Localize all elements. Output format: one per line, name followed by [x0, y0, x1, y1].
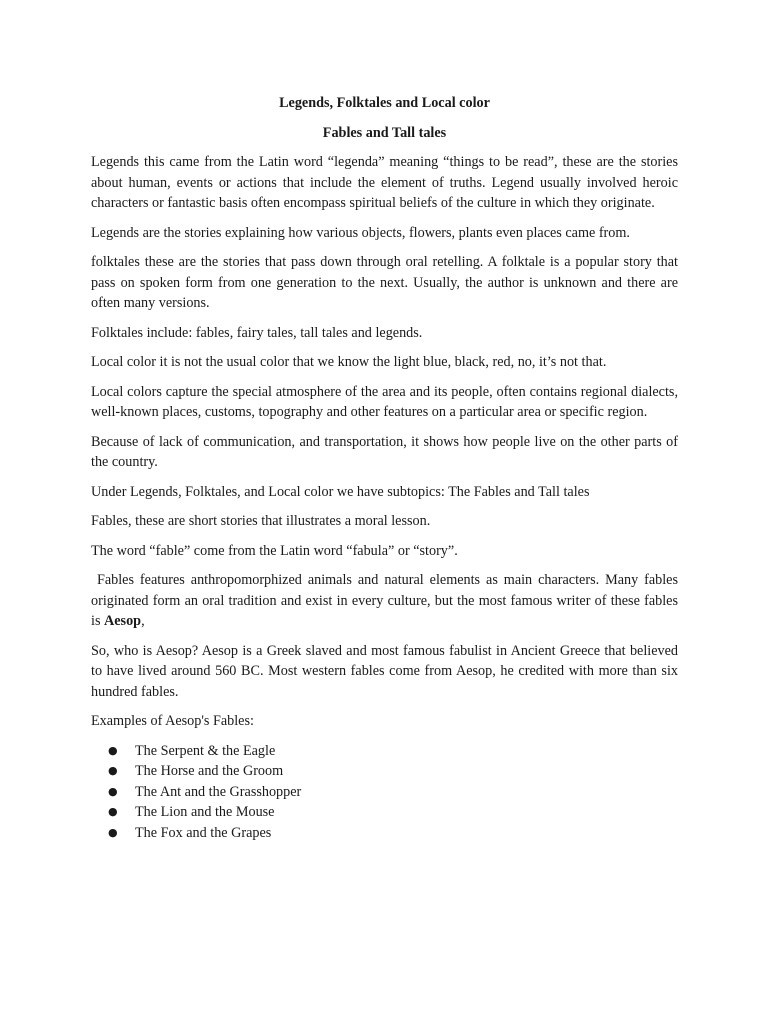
paragraph-local-colors-capture: Local colors capture the special atmosphere of the area and its people, often contains regional dialects, well-known places, customs, topography and other features on a particular area or specific region. — [91, 383, 678, 420]
bullet-icon: ● — [108, 764, 118, 777]
paragraph-subtopics: Under Legends, Folktales, and Local color we have subtopics: The Fables and Tall tales — [91, 483, 590, 500]
paragraph-legends-explaining: Legends are the stories explaining how various objects, flowers, plants even places came from. — [91, 224, 630, 241]
document-subtitle: Fables and Tall tales — [322, 125, 447, 141]
paragraph-legends-definition: Legends this came from the Latin word “legenda” meaning “things to be read”, these are the stories about human, events or actions that include the element of truths. Legend usually involved heroic characters or fantastic basis often encompass spiritual beliefs of the culture in which they originate. — [91, 154, 678, 211]
aesop-name-bold: Aesop — [104, 613, 142, 629]
examples-heading: Examples of Aesop's Fables: — [91, 713, 254, 729]
list-item — [108, 761, 678, 782]
bullet-icon: ● — [108, 784, 118, 798]
paragraph-lack-of-communication: Because of lack of communication, and transportation, it shows how people live on the other parts of the country. — [91, 433, 678, 470]
fables-features-suffix: , — [141, 613, 145, 629]
list-item-label: The Ant and the Grasshopper — [135, 783, 302, 800]
list-item — [108, 823, 678, 844]
list-item-label: The Serpent & the Eagle — [135, 742, 276, 759]
paragraph-fables-definition: Fables, these are short stories that illustrates a moral lesson. — [91, 513, 431, 529]
list-item-label: The Lion and the Mouse — [135, 804, 275, 820]
paragraph-fable-etymology: The word “fable” come from the Latin word “fabula” or “story”. — [91, 542, 458, 559]
document-content — [91, 94, 678, 843]
list-item-label: The Fox and the Grapes — [135, 824, 272, 841]
bullet-icon: ● — [108, 805, 118, 818]
paragraph-folktales-definition: folktales these are the stories that pass down through oral retelling. A folktale is a popular story that pass on spoken form from one generation to the next. Usually, the author is unknown and there are often many versions. — [91, 254, 678, 311]
list-item — [108, 802, 678, 823]
fables-features-text: Fables features anthropomorphized animals and natural elements as main characters. Many fables originated form an oral tradition and exist in every culture, but the most famous writer of these fables is — [91, 572, 678, 629]
list-item-label: The Horse and the Groom — [135, 763, 284, 779]
document-title: Legends, Folktales and Local color — [279, 95, 490, 111]
paragraph-folktales-include: Folktales include: fables, fairy tales, tall tales and legends. — [91, 324, 423, 341]
bullet-icon: ● — [108, 743, 118, 757]
paragraph-local-color: Local color it is not the usual color that we know the light blue, black, red, no, it’s not that. — [91, 354, 607, 370]
paragraph-who-is-aesop: So, who is Aesop? Aesop is a Greek slaved and most famous fabulist in Ancient Greece that believed to have lived around 560 BC. Most western fables come from Aesop, he credited with more than six hundred fables. — [91, 642, 678, 700]
list-item — [108, 741, 678, 762]
bullet-icon: ● — [108, 825, 118, 839]
fables-list — [91, 741, 678, 844]
list-item — [108, 782, 678, 803]
paragraph-fables-features — [91, 570, 678, 632]
